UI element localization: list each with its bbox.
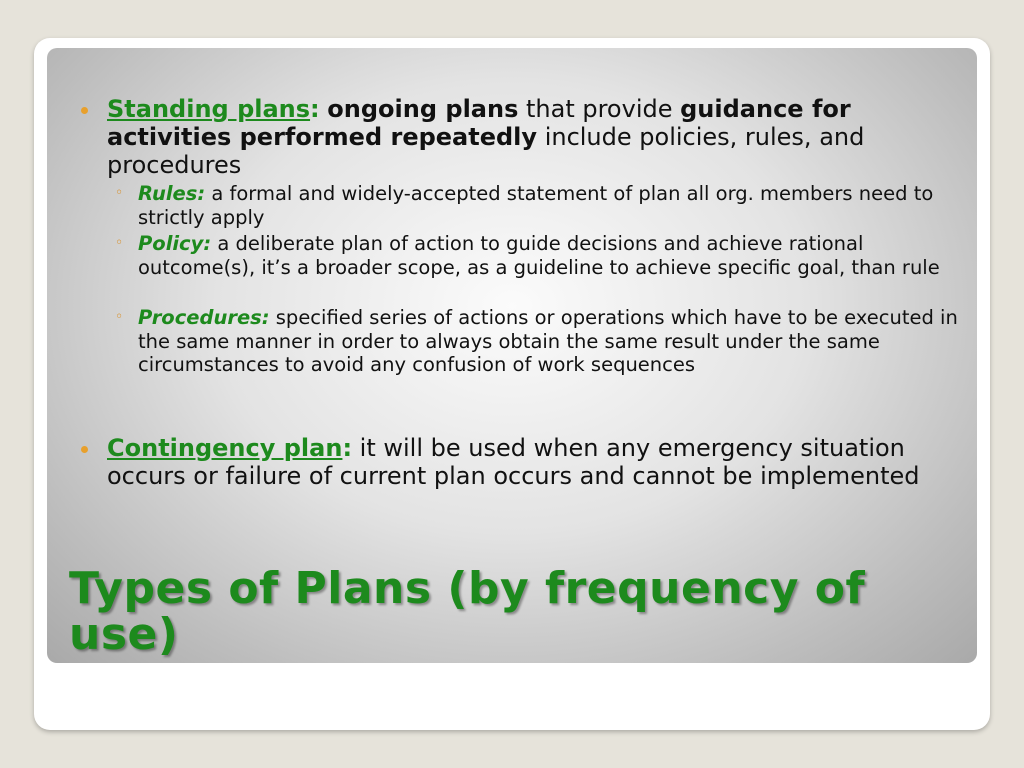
- bullet-standing-plans: [107, 95, 967, 179]
- term-policy: Policy:: [138, 232, 212, 255]
- ring-bullet-icon: ◦: [115, 235, 124, 251]
- text-contingency: it will be used when any emergency situation occurs or failure of current plan occurs and cannot be implemented: [107, 434, 920, 490]
- bullet-contingency-plan: [107, 434, 967, 490]
- text-procedures: specified series of actions or operations which have to be executed in the same manner in order to always obtain the same result under the same circumstances to avoid any confusion of work sequences: [138, 306, 958, 376]
- sub-bullet-rules: [115, 182, 963, 229]
- ring-bullet-icon: ◦: [115, 185, 124, 201]
- colon: :: [310, 95, 320, 123]
- bullet-dot-icon: [81, 446, 88, 453]
- bold-guidance: guidance for activities performed repeatedly: [107, 95, 851, 151]
- slide-title: Types of Plans (by frequency of use): [69, 563, 866, 660]
- text-that-provide: that provide: [518, 95, 681, 123]
- term-contingency-plan: Contingency plan: [107, 434, 343, 462]
- text-policy: a deliberate plan of action to guide decisions and achieve rational outcome(s), it’s a broader scope, as a guideline to achieve specific goal, than rule: [138, 232, 940, 279]
- slide-panel: [47, 48, 977, 663]
- bullet-dot-icon: [81, 107, 88, 114]
- term-procedures: Procedures:: [138, 306, 270, 329]
- text-rules: a formal and widely-accepted statement of plan all org. members need to strictly apply: [138, 182, 934, 229]
- term-standing-plans: Standing plans: [107, 95, 311, 123]
- sub-bullet-procedures: [115, 306, 963, 377]
- colon: :: [342, 434, 353, 462]
- ring-bullet-icon: ◦: [115, 309, 124, 325]
- sub-bullet-policy: [115, 232, 963, 279]
- bold-ongoing-plans: ongoing plans: [327, 95, 519, 123]
- term-rules: Rules:: [138, 182, 206, 205]
- text-include: include policies, rules, and procedures: [107, 123, 865, 179]
